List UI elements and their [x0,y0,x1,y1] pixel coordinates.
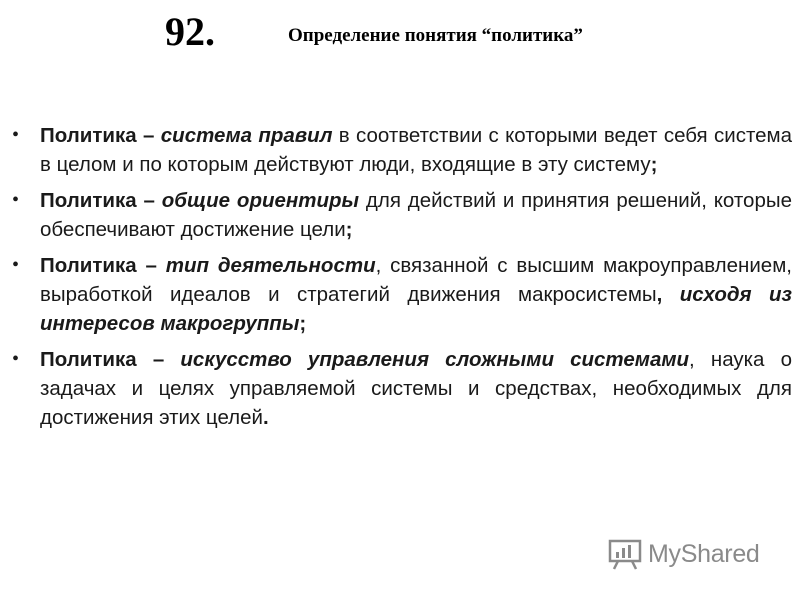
definition-body: , наука о задачах и целях управляемой системы и средствах, необходимых для достижения этих целей [40,348,792,429]
key-phrase: общие ориентиры [161,189,360,212]
end-punct: . [262,406,269,429]
key-phrase-2: исходя из интересов макрогруппы [40,283,792,335]
list-item [12,345,792,432]
term: Политика [40,348,137,371]
key-phrase: система правил [160,124,333,147]
definition-text [40,345,792,432]
term: Политика [40,254,137,277]
watermark [608,538,760,570]
end-punct: ; [650,153,658,176]
definition-body: для действий и принятия решений, которые обеспечивают достижение цели [40,189,792,241]
dash: – [136,348,181,371]
list-item [12,251,792,338]
term: Политика [40,189,137,212]
dash: – [136,254,166,277]
definition-text [40,121,792,179]
watermark-text: MyShared [648,539,760,568]
definition-body: , связанной с высшим макроуправлением, выработкой идеалов и стратегий движения макросистемы [40,254,792,306]
definition-body: в соответствии с которыми ведет себя система в целом и по которым действуют люди, входящие в эту систему [40,124,792,176]
bullet-icon: • [12,189,20,211]
comma: , [656,283,680,306]
dash: – [136,189,162,212]
end-punct: ; [299,312,307,335]
slide-title: Определение понятия “политика” [288,25,583,46]
definition-list [12,121,792,439]
presentation-board-icon [608,538,642,570]
list-item [12,186,792,244]
list-item [12,121,792,179]
dash: – [136,124,161,147]
definition-text [40,251,792,338]
definition-text [40,186,792,244]
key-phrase: искусство управления сложными системами [180,348,690,371]
bullet-icon: • [12,124,20,146]
end-punct: ; [345,218,353,241]
key-phrase: тип деятельности [165,254,376,277]
bullet-icon: • [12,254,20,276]
bullet-icon: • [12,348,20,370]
term: Политика [40,124,137,147]
slide-number: 92. [165,9,215,54]
